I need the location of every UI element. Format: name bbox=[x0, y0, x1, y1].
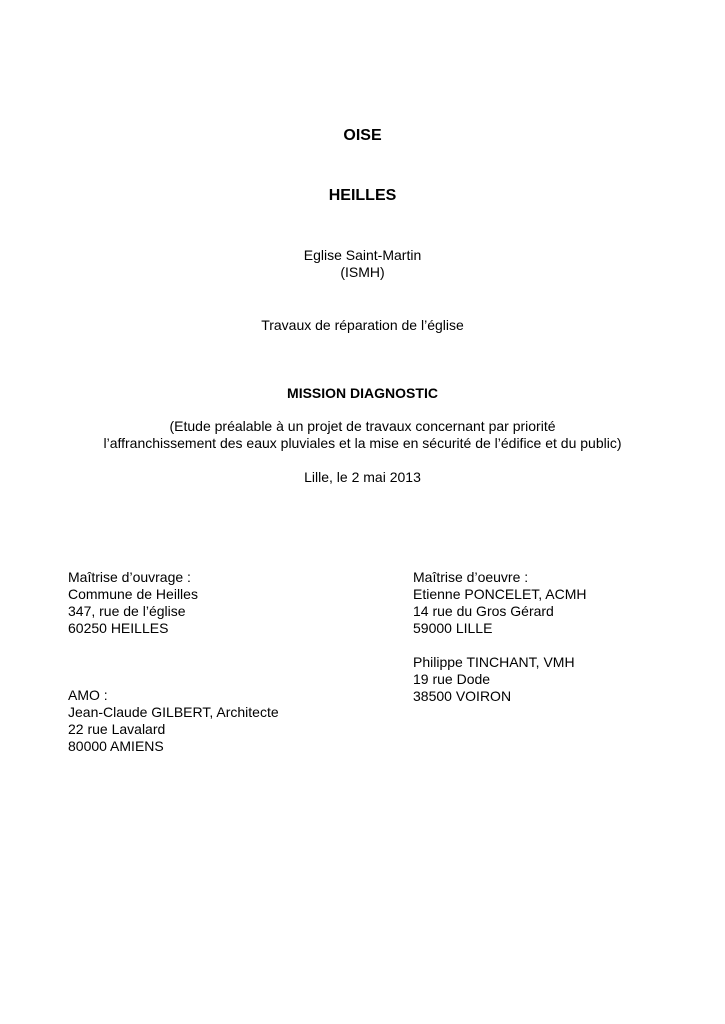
maitrise-ouvrage-name: Commune de Heilles bbox=[68, 586, 198, 602]
architect1-city: 59000 LILLE bbox=[413, 620, 493, 636]
architect2-street: 19 rue Dode bbox=[413, 671, 491, 687]
works-title: Travaux de réparation de l’église bbox=[261, 317, 464, 333]
church-name: Eglise Saint-Martin bbox=[303, 247, 422, 263]
study-description-line-2: l’affranchissement des eaux pluviales et la mise en sécurité de l’édifice et du public) bbox=[103, 435, 622, 451]
architect1-name: Etienne PONCELET, ACMH bbox=[413, 586, 587, 602]
study-description-line-1: (Etude préalable à un projet de travaux concernant par priorité bbox=[169, 418, 556, 434]
commune-title: HEILLES bbox=[328, 187, 397, 204]
maitrise-ouvrage-block bbox=[68, 569, 198, 637]
maitrise-ouvrage-street: 347, rue de l’église bbox=[68, 603, 186, 619]
mission-title: MISSION DIAGNOSTIC bbox=[287, 385, 438, 401]
architect2-city: 38500 VOIRON bbox=[413, 688, 512, 704]
amo-city: 80000 AMIENS bbox=[68, 738, 164, 754]
maitrise-ouvrage-city: 60250 HEILLES bbox=[68, 620, 169, 636]
place-date: Lille, le 2 mai 2013 bbox=[304, 469, 421, 485]
architect2-block bbox=[413, 654, 575, 705]
architect1-street: 14 rue du Gros Gérard bbox=[413, 603, 554, 619]
department-title: OISE bbox=[343, 127, 382, 144]
maitrise-oeuvre-block bbox=[413, 569, 587, 637]
amo-label: AMO : bbox=[68, 687, 108, 703]
church-status: (ISMH) bbox=[340, 264, 385, 280]
amo-block bbox=[68, 687, 279, 755]
amo-name: Jean-Claude GILBERT, Architecte bbox=[68, 704, 279, 720]
maitrise-oeuvre-label: Maîtrise d’oeuvre : bbox=[413, 569, 529, 585]
maitrise-ouvrage-label: Maîtrise d’ouvrage : bbox=[68, 569, 191, 585]
amo-street: 22 rue Lavalard bbox=[68, 721, 166, 737]
architect2-name: Philippe TINCHANT, VMH bbox=[413, 654, 575, 670]
